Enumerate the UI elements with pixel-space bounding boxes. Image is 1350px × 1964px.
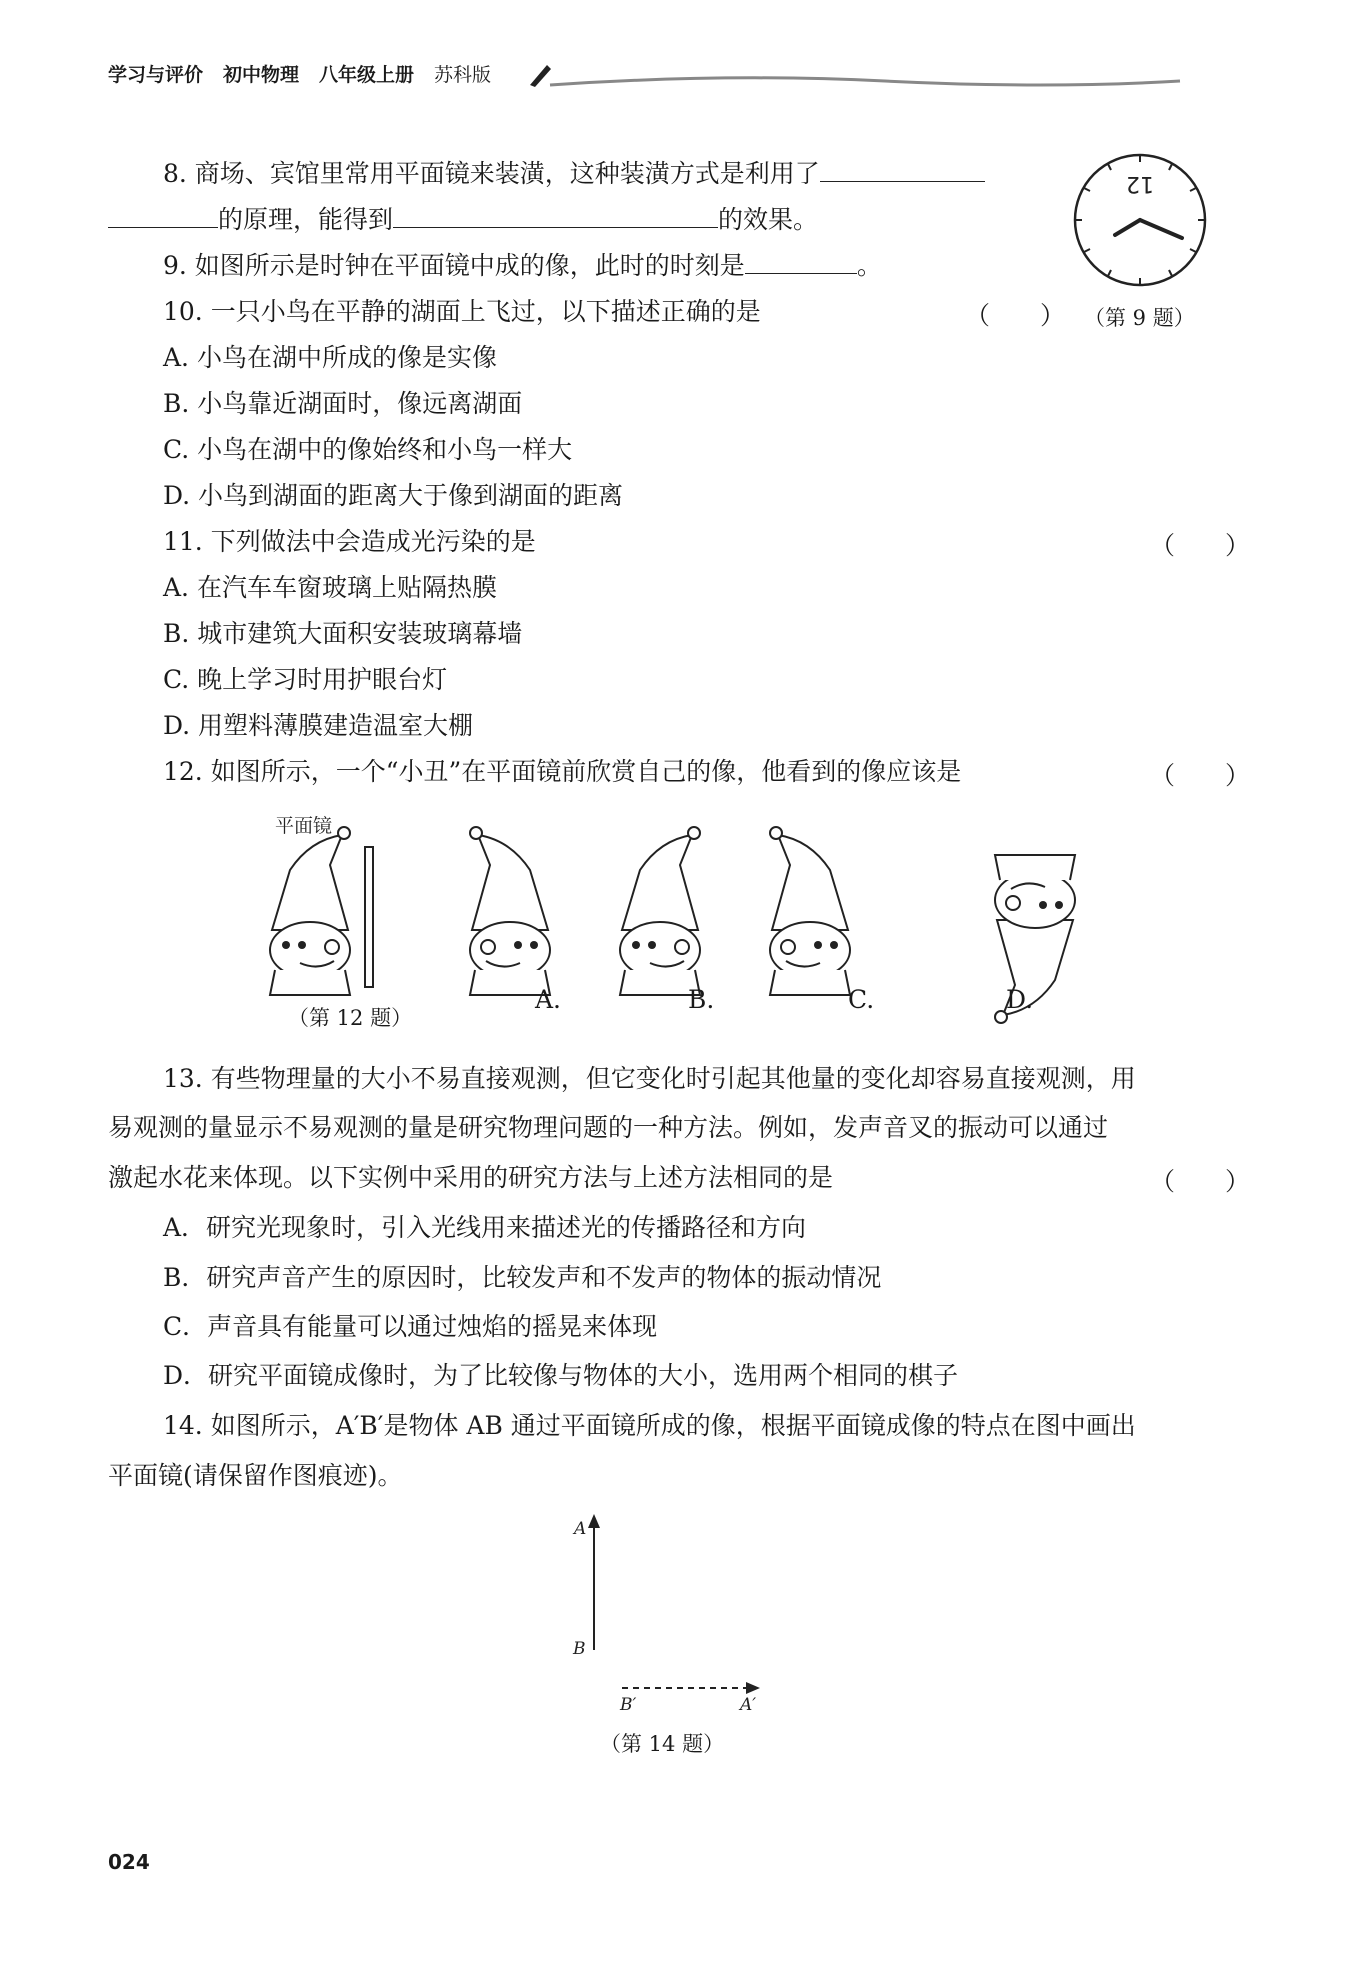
q8-line1: 8. 商场、宾馆里常用平面镜来装潢，这种装潢方式是利用了: [163, 158, 985, 190]
series-title: 学习与评价: [108, 64, 204, 86]
svg-text:12: 12: [1126, 171, 1154, 196]
grade-title: 八年级上册: [319, 64, 415, 86]
q12-choice-b: B.: [688, 985, 715, 1014]
q14-caption: （第 14 题）: [600, 1732, 725, 1756]
q10-option-c: C. 小鸟在湖中的像始终和小鸟一样大: [163, 435, 573, 464]
page-header: [108, 60, 511, 87]
q9-blank[interactable]: [745, 251, 857, 274]
q11-option-c: C. 晚上学习时用护眼台灯: [163, 665, 448, 694]
q9-line: 9. 如图所示是时钟在平面镜中成的像，此时的时刻是 。: [163, 251, 882, 280]
plane-mirror: [365, 847, 373, 987]
q14-line2: 平面镜(请保留作图痕迹)。: [108, 1461, 403, 1490]
q10-option-a: A. 小鸟在湖中所成的像是实像: [163, 343, 497, 372]
q10-option-b: B. 小鸟靠近湖面时，像远离湖面: [163, 389, 523, 418]
subject-title: 初中物理: [223, 64, 300, 86]
q11-option-b: B. 城市建筑大面积安装玻璃幕墙: [163, 619, 523, 648]
q12-choice-d: D.: [1006, 985, 1034, 1014]
clown-option-b: [620, 827, 700, 995]
q12-choice-c: C.: [848, 985, 875, 1014]
mirror-label: 平面镜: [275, 815, 333, 837]
mirrored-clock-figure: [1070, 150, 1210, 290]
q11-option-a: A. 在汽车车窗玻璃上贴隔热膜: [163, 573, 497, 602]
q9-caption: （第 9 题）: [1084, 306, 1195, 330]
clown-original: [270, 827, 350, 995]
q12-choice-a: A.: [535, 985, 562, 1014]
q13-option-d: D．研究平面镜成像时，为了比较像与物体的大小，选用两个相同的棋子: [163, 1361, 959, 1390]
q11-stem: 11. 下列做法中会造成光污染的是: [163, 527, 536, 556]
q14-arrow-figure: [560, 1510, 780, 1710]
q8-line2: 的原理，能得到 的效果。: [108, 204, 818, 236]
label-a: A: [574, 1519, 587, 1539]
q10-option-d: D. 小鸟到湖面的距离大于像到湖面的距离: [163, 481, 624, 510]
q13-option-a: A．研究光现象时，引入光线用来描述光的传播路径和方向: [163, 1213, 807, 1242]
q12-answer-paren[interactable]: （ ）: [1150, 761, 1251, 790]
label-b: B: [573, 1639, 586, 1659]
q12-stem: 12. 如图所示，一个“小丑”在平面镜前欣赏自己的像，他看到的像应该是: [163, 757, 962, 786]
q13-line3: 激起水花来体现。以下实例中采用的研究方法与上述方法相同的是: [108, 1163, 834, 1192]
label-ap: A′: [740, 1695, 757, 1710]
q13-line2: 易观测的量显示不易观测的量是研究物理问题的一种方法。例如，发声音叉的振动可以通过: [108, 1113, 1109, 1142]
q10-answer-paren[interactable]: （ ）: [965, 301, 1066, 330]
q10-stem: 10. 一只小鸟在平静的湖面上飞过，以下描述正确的是: [163, 297, 761, 326]
q14-line1: 14. 如图所示，A′B′是物体 AB 通过平面镜所成的像，根据平面镜成像的特点在图中画出: [163, 1411, 1136, 1440]
q11-option-d: D. 用塑料薄膜建造温室大棚: [163, 711, 474, 740]
label-bp: B′: [620, 1695, 637, 1710]
q11-answer-paren[interactable]: （ ）: [1150, 531, 1251, 560]
q8-blank-1[interactable]: [820, 159, 985, 182]
q13-option-b: B．研究声音产生的原因时，比较发声和不发声的物体的振动情况: [163, 1263, 882, 1292]
q13-option-c: C．声音具有能量可以通过烛焰的摇晃来体现: [163, 1312, 658, 1341]
header-pen-swoosh: [525, 55, 1185, 100]
q8-blank-2[interactable]: [108, 205, 218, 228]
q13-answer-paren[interactable]: （ ）: [1150, 1167, 1251, 1196]
clown-mirror-figure: [255, 815, 1105, 1030]
q8-blank-3[interactable]: [393, 205, 718, 228]
q13-line1: 13. 有些物理量的大小不易直接观测，但它变化时引起其他量的变化却容易直接观测，用: [163, 1064, 1136, 1093]
page-number: 024: [108, 1850, 150, 1874]
clown-option-c: [770, 827, 850, 995]
edition-title: 苏科版: [434, 64, 492, 86]
q12-caption: （第 12 题）: [288, 1006, 413, 1030]
clown-option-a: [470, 827, 550, 995]
